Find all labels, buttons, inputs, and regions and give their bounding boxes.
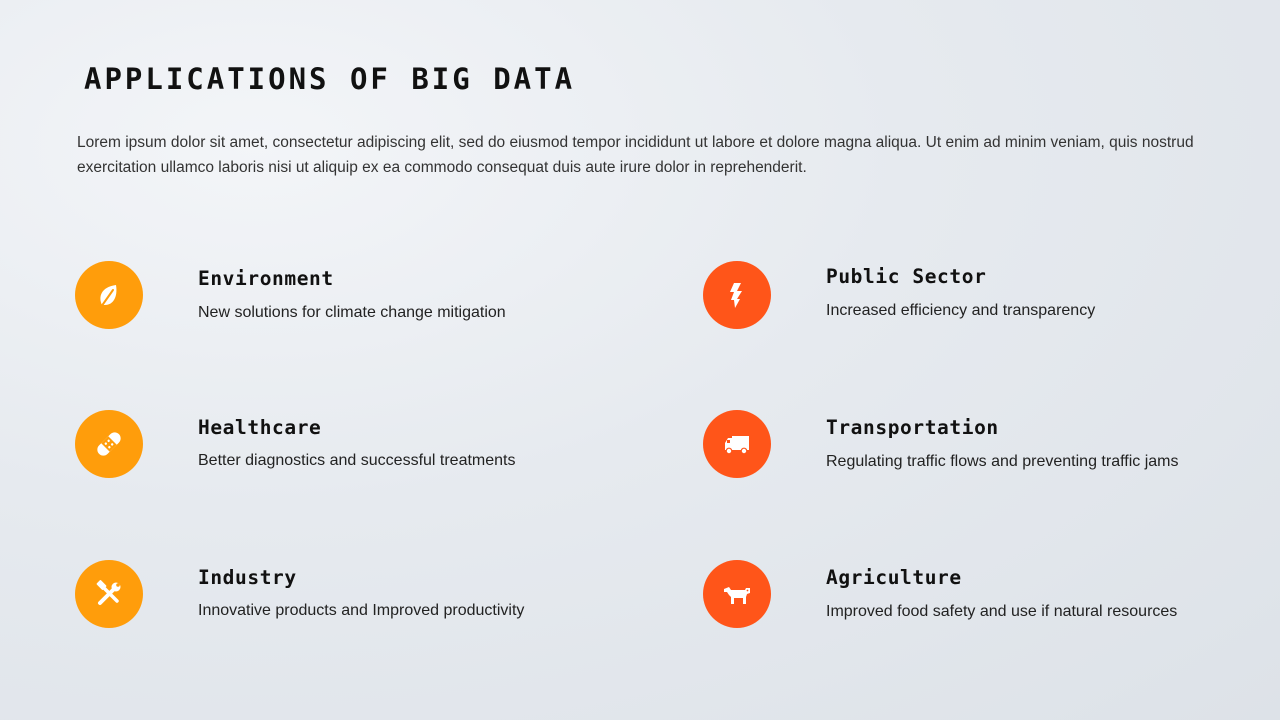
- bandage-icon: [75, 410, 143, 478]
- item-transportation: [703, 410, 1243, 480]
- item-title: Environment: [198, 267, 334, 290]
- tools-icon: [75, 560, 143, 628]
- truck-icon: [703, 410, 771, 478]
- item-title: Industry: [198, 566, 297, 589]
- item-title: Public Sector: [826, 265, 987, 288]
- leaf-icon: [75, 261, 143, 329]
- item-environment: [75, 261, 615, 331]
- item-description: Better diagnostics and successful treatments: [198, 452, 516, 469]
- item-agriculture: [703, 560, 1243, 630]
- item-healthcare: [75, 410, 615, 480]
- item-description: Innovative products and Improved productivity: [198, 602, 525, 619]
- item-description: Increased efficiency and transparency: [826, 302, 1096, 319]
- cow-icon: [703, 560, 771, 628]
- item-public-sector: [703, 261, 1243, 331]
- item-title: Transportation: [826, 416, 999, 439]
- item-description: New solutions for climate change mitigation: [198, 304, 506, 321]
- intro-paragraph: Lorem ipsum dolor sit amet, consectetur adipiscing elit, sed do eiusmod tempor incididunt ut labore et dolore magna aliqua. Ut enim ad minim veniam, quis nostrud exercitation ullamco laboris nisi ut aliquip ex ea commodo consequat duis aute irure dolor in reprehenderit.: [77, 134, 1194, 176]
- item-description: Regulating traffic flows and preventing traffic jams: [826, 453, 1179, 470]
- item-description: Improved food safety and use if natural resources: [826, 603, 1178, 620]
- item-title: Agriculture: [826, 566, 962, 589]
- lightning-icon: [703, 261, 771, 329]
- slide-title: APPLICATIONS OF BIG DATA: [84, 62, 576, 96]
- item-title: Healthcare: [198, 416, 322, 439]
- item-industry: [75, 560, 615, 630]
